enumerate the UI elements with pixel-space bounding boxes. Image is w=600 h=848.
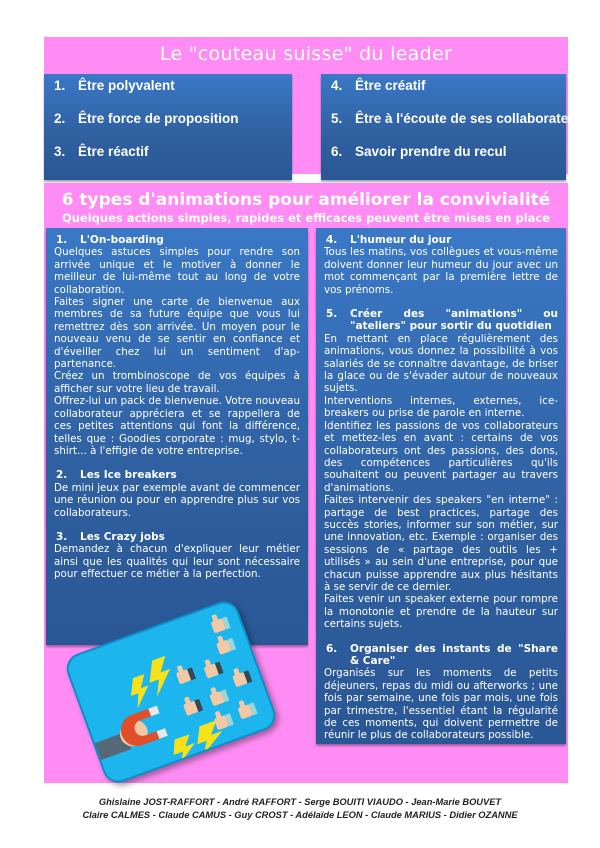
authors-line-2: Claire CALMES - Claude CAMUS - Guy CROST - Adélaïde LEON - Claude MARIUS - Didier OZANNE: [82, 810, 518, 820]
authors-line-1: Ghislaine JOST-RAFFORT - André RAFFORT - Serge BOUITI VIAUDO - Jean-Marie BOUVET: [98, 797, 502, 807]
section-heading: 4. L'humeur du jour: [326, 234, 452, 246]
section-heading: 3. Les Crazy jobs: [56, 530, 165, 543]
section-heading: 6. Organiser des instants de "Share & Care": [326, 642, 558, 667]
leader-skills-list-right: [321, 74, 590, 180]
paragraph: Interventions internes, externes, ice-breakers ou prise de parole en interne.: [324, 394, 558, 420]
section-heading: 2. Les Ice breakers: [56, 469, 177, 482]
paragraph: Demandez à chacun d'expliquer leur métier ainsi que les qualités qui leur sont nécessaire pour effectuer ce métier à la perfection.: [54, 543, 300, 581]
list-item: 3. Être réactif: [54, 144, 149, 159]
leader-skills-title: Le "couteau suisse" du leader: [159, 43, 453, 65]
paragraph: Faites signer une carte de bienvenue aux membres de sa future équipe que vous lui remettrez dès son arrivée. Un moyen pour le nouveau venu de se sentir en confiance et d'éveiller chez lui un sentiment d'ap-partenance.: [54, 296, 300, 371]
animations-subtitle: Quelques actions simples, rapides et efficaces peuvent être mises en place: [61, 211, 551, 225]
list-item: 2. Être force de proposition: [54, 111, 239, 126]
leader-skills-list-left: [44, 74, 292, 180]
animations-title: 6 types d'animations pour améliorer la convivialité: [61, 190, 551, 210]
paragraph: En mettant en place régulièrement des animations, vous donnez la possibilité à vos salariés de se connaître davantage, de briser la glace ou de s'évader autour de nouveaux sujets.: [324, 332, 558, 395]
paragraph: Identifiez les passions de vos collaborateurs et mettez-les en avant : certains de vos collaborateurs ont des passions, des dons, des compétences particulières qu'ils souhaitent ou peuvent partager au travers d'animations.: [324, 419, 558, 494]
lightning-bolt-icon: [143, 656, 178, 698]
section-heading: 1. L'On-boarding: [56, 234, 164, 246]
paragraph: Créez un trombinoscope de vos équipes à afficher sur votre lieu de travail.: [54, 370, 300, 395]
paragraph: Organisés sur les moments de petits déjeuners, repas du midi ou afterworks ; une fois par semaine, une fois par mois, une fois par trimestre, l'essentiel étant la régularité de ces moments, qui doivent permettre de réunir le plus de collaborateurs possible.: [324, 667, 558, 742]
section-heading: 5. Créer des "animations" ou "ateliers" pour sortir du quotidien: [326, 308, 558, 333]
animations-right-column: [316, 228, 566, 744]
paragraph: Tous les matins, vos collègues et vous-même doivent donner leur humeur du jour avec un mot commençant par la première lettre de vos prénoms.: [324, 246, 558, 296]
list-item: 6. Savoir prendre du recul: [331, 144, 507, 159]
paragraph: Faites venir un speaker externe pour rompre la monotonie et prendre de la hauteur sur certains sujets.: [324, 593, 558, 631]
paragraph: Offrez-lui un pack de bienvenue. Votre nouveau collaborateur appréciera et se rappellera de ces petites attentions qui font la différence, telles que : Goodies corporate : mug, stylo, t-shirt... à l'effigie de votre entreprise.: [54, 395, 300, 457]
animations-left-column: [46, 228, 308, 645]
leader-skills-section: [44, 37, 590, 174]
paragraph: De mini jeux par exemple avant de commencer une réunion ou pour en apprendre plus sur vos collaborateurs.: [54, 481, 300, 519]
paragraph: Quelques astuces simples pour rendre son arrivée unique et le motiver à donner le meilleur de lui-même tout au long de votre collaboration.: [54, 246, 300, 296]
list-item: 1. Être polyvalent: [54, 78, 175, 93]
list-item: 4. Être créatif: [331, 78, 426, 93]
list-item: 5. Être à l'écoute de ses collaborateurs: [331, 111, 590, 126]
paragraph: Faites intervenir des speakers "en interne" : partage de best practices, partage des succès stories, informer sur son métier, sur une innovation, etc. Exemple : organiser des sessions de « partage des outils les + utilisés » au sein d'une entreprise, pour que chacun puisse apprendre aux plus hésitants à se servir de ce dernier.: [324, 494, 558, 593]
